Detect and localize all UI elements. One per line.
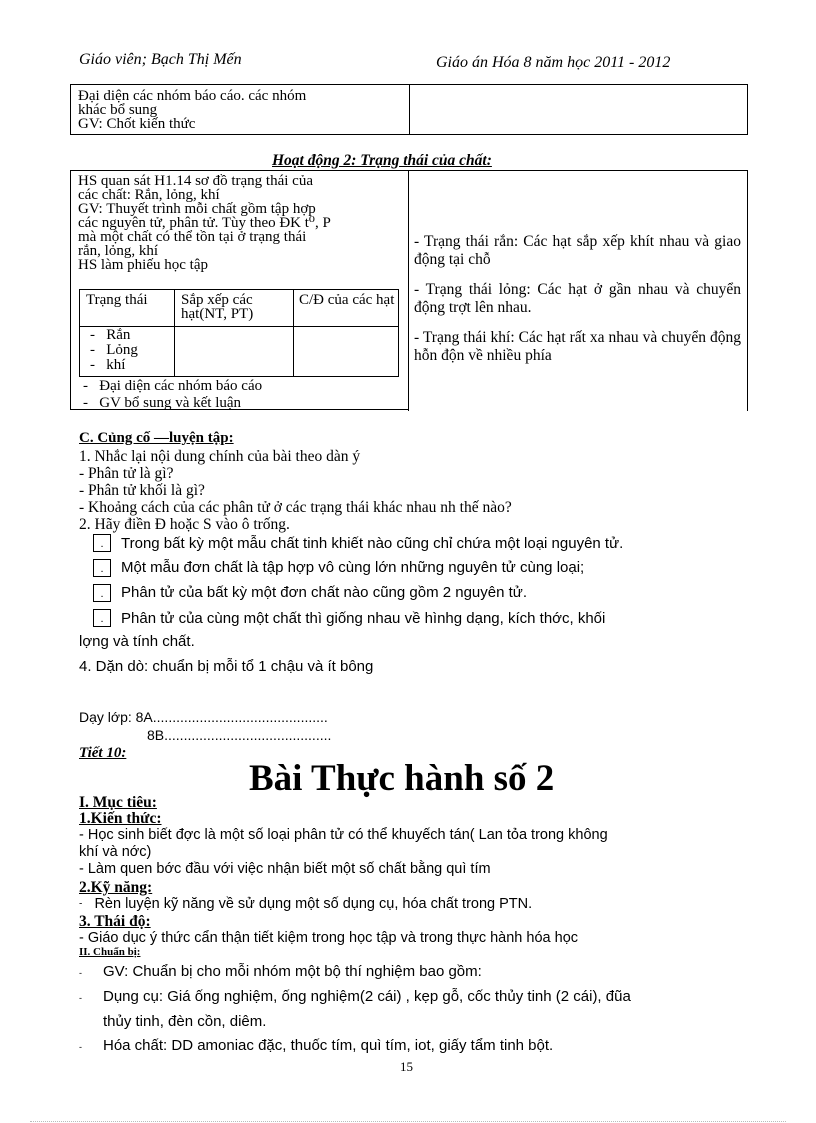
activity2-right-text	[414, 233, 741, 365]
header-teacher: Giáo viên; Bạch Thị Mến	[79, 51, 242, 68]
state-description: - Trạng thái lỏng: Các hạt ở gần nhau và chuyển động trợt lên nhau.	[414, 281, 741, 316]
class-date-8b: 8B...........................................	[147, 727, 332, 743]
answer-box[interactable]: .	[93, 584, 111, 602]
preparation-item: - Hóa chất: DD amoniac đặc, thuốc tím, quì tím, iot, giấy tẩm tinh bột.	[79, 1037, 554, 1054]
activity2-after: - Đại diện các nhóm báo cáo - GV bổ sung và kết luận	[83, 378, 263, 411]
statement-text: Một mẫu đơn chất là tập hợp vô cùng lớn những nguyên tử cùng loại;	[121, 559, 585, 576]
answer-box[interactable]: .	[93, 559, 111, 577]
activity2-table	[70, 170, 748, 410]
worksheet-header-state: Trạng thái	[86, 292, 148, 308]
worksheet-header-motion: C/Đ của các hạt	[299, 292, 395, 308]
knowledge-line: - Làm quen bớc đầu với việc nhận biết một số chất bằng quì tím	[79, 861, 491, 877]
knowledge-line: - Học sinh biết đợc là một số loại phân tử có thể khuyếch tán( Lan tỏa trong không	[79, 827, 608, 843]
activity2-right-edge	[747, 171, 748, 411]
consolidation-line: - Phân tử khối là gì?	[79, 482, 205, 499]
activity2-left-line: các chất: Rắn, lỏng, khí	[78, 187, 220, 203]
statement-text: Trong bất kỳ một mẫu chất tinh khiết nào cũng chỉ chứa một loại nguyên tử.	[121, 534, 624, 552]
statement-row	[93, 580, 739, 605]
state-description: - Trạng thái rắn: Các hạt sắp xếp khít nhau và giao động tại chỗ	[414, 233, 741, 268]
consolidation-line: - Khoảng cách của các phân tử ở các trạng thái khác nhau nh thế nào?	[79, 499, 512, 516]
activity2-left-line: GV: Thuyết trình mỗi chất gồm tập hợp	[78, 201, 316, 217]
statement-list	[93, 531, 739, 631]
worksheet-state: Lỏng	[106, 342, 138, 358]
consolidation-line: 2. Hãy điền Đ hoặc S vào ô trống.	[79, 516, 290, 533]
top-table-left-cell	[78, 89, 403, 131]
knowledge-line: khí và nớc)	[79, 844, 152, 860]
worksheet-state: khí	[106, 357, 126, 373]
skills-line: Rèn luyện kỹ năng về sử dụng một số dụng cụ, hóa chất trong PTN.	[94, 896, 533, 912]
answer-box[interactable]: .	[93, 534, 111, 552]
activity2-divider	[408, 171, 409, 411]
header-course: Giáo án Hóa 8 năm học 2011 - 2012	[436, 54, 671, 71]
preparation-list	[79, 960, 743, 1059]
lesson-label: Tiết 10:	[79, 745, 127, 761]
consolidation-line: 1. Nhắc lại nội dung chính của bài theo dàn ý	[79, 448, 361, 465]
top-table-divider	[409, 85, 410, 134]
activity2-title: Hoạt động 2: Trạng thái của chất:	[272, 152, 492, 169]
activity2-after-line: GV bổ sung và kết luận	[99, 395, 242, 411]
statement-row	[93, 531, 739, 555]
statement-text: Phân tử của cùng một chất thì giống nhau về hìnhg dạng, kích thớc, khối	[121, 609, 606, 627]
preparation-item: - GV: Chuẩn bị cho mỗi nhóm một bộ thí nghiệm bao gồm:	[79, 963, 482, 980]
skills-text: - Rèn luyện kỹ năng về sử dụng một số dụng cụ, hóa chất trong PTN.	[79, 896, 533, 912]
page-number: 15	[400, 1059, 413, 1074]
activity2-left-line: các nguyên tử, phân tử. Tùy theo ĐK t⁰, P	[78, 215, 331, 231]
preparation-item: - Dụng cụ: Giá ống nghiệm, ống nghiệm(2 cái) , kẹp gỗ, cốc thủy tinh (2 cái), đũa	[79, 988, 631, 1005]
worksheet-col-line	[174, 290, 175, 376]
preparation-heading: II. Chuẩn bị:	[79, 946, 141, 958]
top-table-line: khác bổ sung	[78, 102, 158, 118]
class-date-8a: Dạy lớp: 8A.............................................	[79, 709, 328, 725]
state-description: - Trạng thái khí: Các hạt rất xa nhau và chuyển động hỗn độn về nhiều phía	[414, 329, 741, 364]
consolidation-lines	[79, 448, 512, 533]
statement-row	[93, 555, 739, 580]
activity2-after-line: Đại diện các nhóm báo cáo	[99, 378, 263, 394]
activity2-left-line: mà một chất có thể tồn tại ở trạng thái	[78, 229, 307, 245]
preparation-text: Hóa chất: DD amoniac đặc, thuốc tím, quì tím, iot, giấy tẩm tinh bột.	[103, 1037, 554, 1054]
preparation-item	[79, 1010, 743, 1034]
top-table-line: GV: Chốt kiến thức	[78, 116, 196, 132]
activity2-left-line: HS quan sát H1.14 sơ đồ trạng thái của	[78, 173, 313, 189]
activity2-left-text	[78, 174, 404, 272]
statement-row	[93, 605, 739, 631]
page-bottom-dotted-line	[30, 1121, 786, 1122]
consolidation-title: C. Củng cố —luyện tập:	[79, 430, 234, 446]
attitude-heading: 3. Thái độ:	[79, 913, 151, 930]
skills-heading: 2.Kỹ năng:	[79, 879, 153, 896]
knowledge-heading: 1.Kiến thức:	[79, 810, 162, 827]
worksheet-state: Rắn	[106, 327, 131, 343]
lesson-title: Bài Thực hành số 2	[249, 758, 555, 799]
consolidation-line: - Phân tử là gì?	[79, 465, 174, 482]
preparation-text: thủy tinh, đèn cồn, diêm.	[103, 1013, 267, 1030]
attitude-text: - Giáo dục ý thức cẩn thận tiết kiệm trong học tập và trong thực hành hóa học	[79, 930, 579, 946]
preparation-text: Dụng cụ: Giá ống nghiệm, ống nghiệm(2 cái) , kẹp gỗ, cốc thủy tinh (2 cái), đũa	[103, 988, 631, 1005]
homework: 4. Dặn dò: chuẩn bị mỗi tổ 1 chậu và ít bông	[79, 658, 374, 675]
preparation-text: GV: Chuẩn bị cho mỗi nhóm một bộ thí nghiệm bao gồm:	[103, 963, 482, 980]
activity2-left-line: HS làm phiếu học tập	[78, 257, 208, 273]
activity2-left-line: rắn, lỏng, khí	[78, 243, 158, 259]
worksheet-table	[79, 289, 399, 377]
top-table-line: Đại diện các nhóm báo cáo. các nhóm	[78, 88, 307, 104]
worksheet-states: - Rắn - Lỏng - khí	[90, 327, 138, 373]
worksheet-col-line	[293, 290, 294, 376]
objectives-heading: I. Mục tiêu:	[79, 794, 157, 811]
top-table	[70, 84, 748, 135]
statement4-continuation: lợng và tính chất.	[79, 633, 195, 650]
worksheet-header-arrangement: Sắp xếp các hạt(NT, PT)	[181, 292, 254, 322]
statement-text: Phân tử của bất kỳ một đơn chất nào cũng gồm 2 nguyên tử.	[121, 584, 527, 601]
answer-box[interactable]: .	[93, 609, 111, 627]
knowledge-text	[79, 827, 741, 878]
